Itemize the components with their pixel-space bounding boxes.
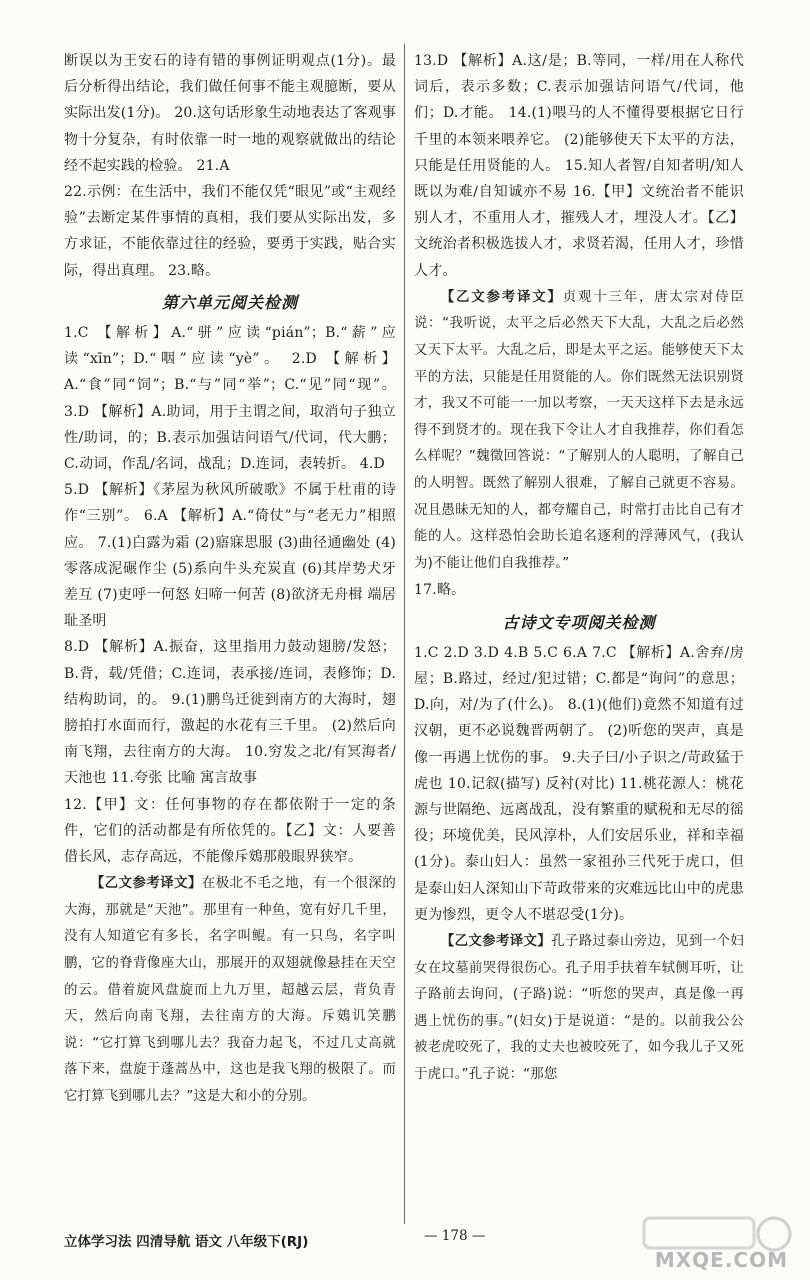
translation-tag: 【乙文参考译文】: [440, 933, 552, 949]
answers-13-16: 13.D 【解析】A.这/是；B.等同，一样/用在人称代词后，表示多数；C.表示加强诘问语气/代词，他们；D.才能。 14.(1)喂马的人不懂得要根据它日行千里的本领来喂养它。 (2)能够使天下太平的方法，只能是任用贤能的人。 15.知人者智/自知者明/知人既以为难/自知诚亦不易 16.【甲】文统治者不能识别人才，不重用人才，摧残人才，埋没人才。【乙】文统治者积极选拔人才，求贤若渴，任用人才，珍惜人才。: [414, 53, 744, 279]
answer-23-text: 23.略。: [168, 262, 220, 279]
section-title-classical: 古诗文专项阅关检测: [502, 612, 656, 632]
watermark-text: MXQE.COM: [654, 1248, 788, 1272]
answer-19-text: 断误以为王安石的诗有错的事例证明观点(1分)。最后分析得出结论，我们做任何事不能主观臆断，要从实际出发(1分)。: [64, 53, 396, 122]
translation-body: 在极北不毛之地，有一个很深的大海，那就是“天池”。那里有一种鱼，宽有好几千里，没有人知道它有多长，名字叫鲲。有一只鸟，名字叫鹏，它的脊背像座大山，那展开的双翅就像悬挂在天空的云。借着旋风盘旋而上九万里，超越云层，背负青天，然后向南飞翔，去往南方的大海。斥鴳讥笑鹏说：“它打算飞到哪儿去？我奋力起飞，不过几丈高就落下来，盘旋于蓬蒿丛中，这也是我飞翔的极限了。而它打算飞到哪儿去？”这是大和小的分别。: [64, 876, 396, 1105]
translation-body: 孔子路过泰山旁边，见到一个妇女在坟墓前哭得很伤心。孔子用手扶着车轼侧耳听，让子路前去询问，(子路)说：“听您的哭声，真是像一再遇上忧伤的事。”(妇女)于是说道：“是的。以前我公公被老虎咬死了，我的丈夫也被咬死了，如今我儿子又死于虎口。”孔子说：“那您: [414, 934, 744, 1082]
left-column: [64, 48, 396, 1111]
answer-21-text: 21.A: [196, 157, 230, 174]
translation-left: [64, 870, 396, 1110]
column-divider: [404, 44, 405, 1224]
classical-answers-1-11: 1.C 2.D 3.D 4.B 5.C 6.A 7.C 【解析】A.舍弃/房屋；B.路过，经过/犯过错；C.都是“询问”的意思；D.向，对/为了(什么)。 8.(1)(他们)竟然不知道有过汉朝，更不必说魏晋两朝了。 (2)听您的哭声，真是像一再遇上忧伤的事。 9.夫子曰/小子识之/苛政猛于虎也 10.记叙(描写) 反衬(对比) 11.桃花源人：桃花源与世隔绝、远离战乱，没有繁重的赋税和无尽的徭役；环境优美，民风淳朴，人们安居乐业，祥和幸福(1分)。泰山妇人：虽然一家祖孙三代死于虎口，但是泰山妇人深知山下苛政带来的灾难远比山中的虎患更为惨烈，更令人不堪忍受(1分)。: [414, 644, 744, 923]
translation-right-2: [414, 928, 744, 1089]
unit6-answers-1-4: 1.C 【解析】A.“骈”应读“pián”；B.“薪”应读“xīn”；D.“咽”应读“yè”。 2.D 【解析】A.“食”同“饲”；B.“与”同“举”；C.“见”同“现”。 3.D 【解析】A.助词，用于主谓之间，取消句子独立性/助词，的；B.表示加强诘问语气/代词，代大鹏；C.动词，作乱/名词，战乱；D.连词，表转折。 4.D: [64, 325, 396, 473]
answer-block-22-23: [64, 179, 396, 284]
answer-block-19-21: [64, 48, 396, 179]
unit6-answers-5-7: 5.D 【解析】《茅屋为秋风所破歌》不属于杜甫的诗作“三别”。 6.A 【解析】A.“倚仗”与“老无力”相照应。 7.(1)白露为霜 (2)寤寐思服 (3)曲径通幽处 (4)零落成泥碾作尘 (5)系向牛头充炭直 (6)其岸势犬牙差互 (7)吏呼一何怒 妇啼一何苦 (8)欲济无舟楫 端居耻圣明: [64, 482, 396, 630]
answer-17: 17.略。: [414, 582, 466, 599]
page-number: — 178 —: [424, 1228, 486, 1244]
unit6-answers-8-11: 8.D 【解析】A.振奋，这里指用力鼓动翅膀/发怒；B.背，载/凭借；C.连词，表承接/连词，表修饰；D.结构助词，的。 9.(1)鹏鸟迁徙到南方的大海时，翅膀拍打水面而行，激起的水花有三千里。 (2)然后向南飞翔，去往南方的大海。 10.穷发之北/有冥海者/天池也 11.夸张 比喻 寓言故事: [64, 639, 396, 787]
translation-body: 贞观十三年，唐太宗对侍臣说：“我听说，太平之后必然天下大乱，大乱之后必然又天下太平。大乱之后，即是太平之运。能够使天下太平的方法，只能是任用贤能的人。你们既然无法识别贤才，我又不可能一一加以考察，一天天这样下去是永远得不到贤才的。现在我下令让人才自我推荐，你们看怎么样呢？”魏徵回答说：“了解别人的人聪明，了解自己的人明智。既然了解别人很难，了解自己就更不容易。况且愚昧无知的人，都夸耀自己，时常打击比自己有才能的人。这样恐怕会助长追名逐利的浮薄风气，(我认为)不能让他们自我推荐。”: [414, 289, 744, 571]
section-title-unit6: 第六单元阅关检测: [161, 292, 298, 312]
translation-right-1: [414, 284, 744, 578]
answer-20-text: 20.这句话形象生动地表达了客观事物十分复杂，有时依靠一时一地的观察就做出的结论经不起实践的检验。: [64, 105, 396, 174]
answer-22-text: 22.示例：在生活中，我们不能仅凭“眼见”或“主观经验”去断定某件事情的真相，我们要从实际出发，多方求证，不能依靠过往的经验，要勇于实践，贴合实际，得出真理。: [64, 184, 396, 279]
footer-book-title: 立体学习法 四清导航 语文 八年级下(RJ): [64, 1234, 309, 1250]
translation-tag: 【乙文参考译文】: [440, 288, 563, 305]
right-column: [414, 48, 744, 1089]
translation-tag: 【乙文参考译文】: [90, 875, 202, 892]
unit6-answer-12: 12.【甲】文：任何事物的存在都依附于一定的条件，它们的活动都是有所依凭的。【乙】文：人要善借长风，志存高远，不能像斥鴳那般眼界狭窄。: [64, 796, 396, 866]
